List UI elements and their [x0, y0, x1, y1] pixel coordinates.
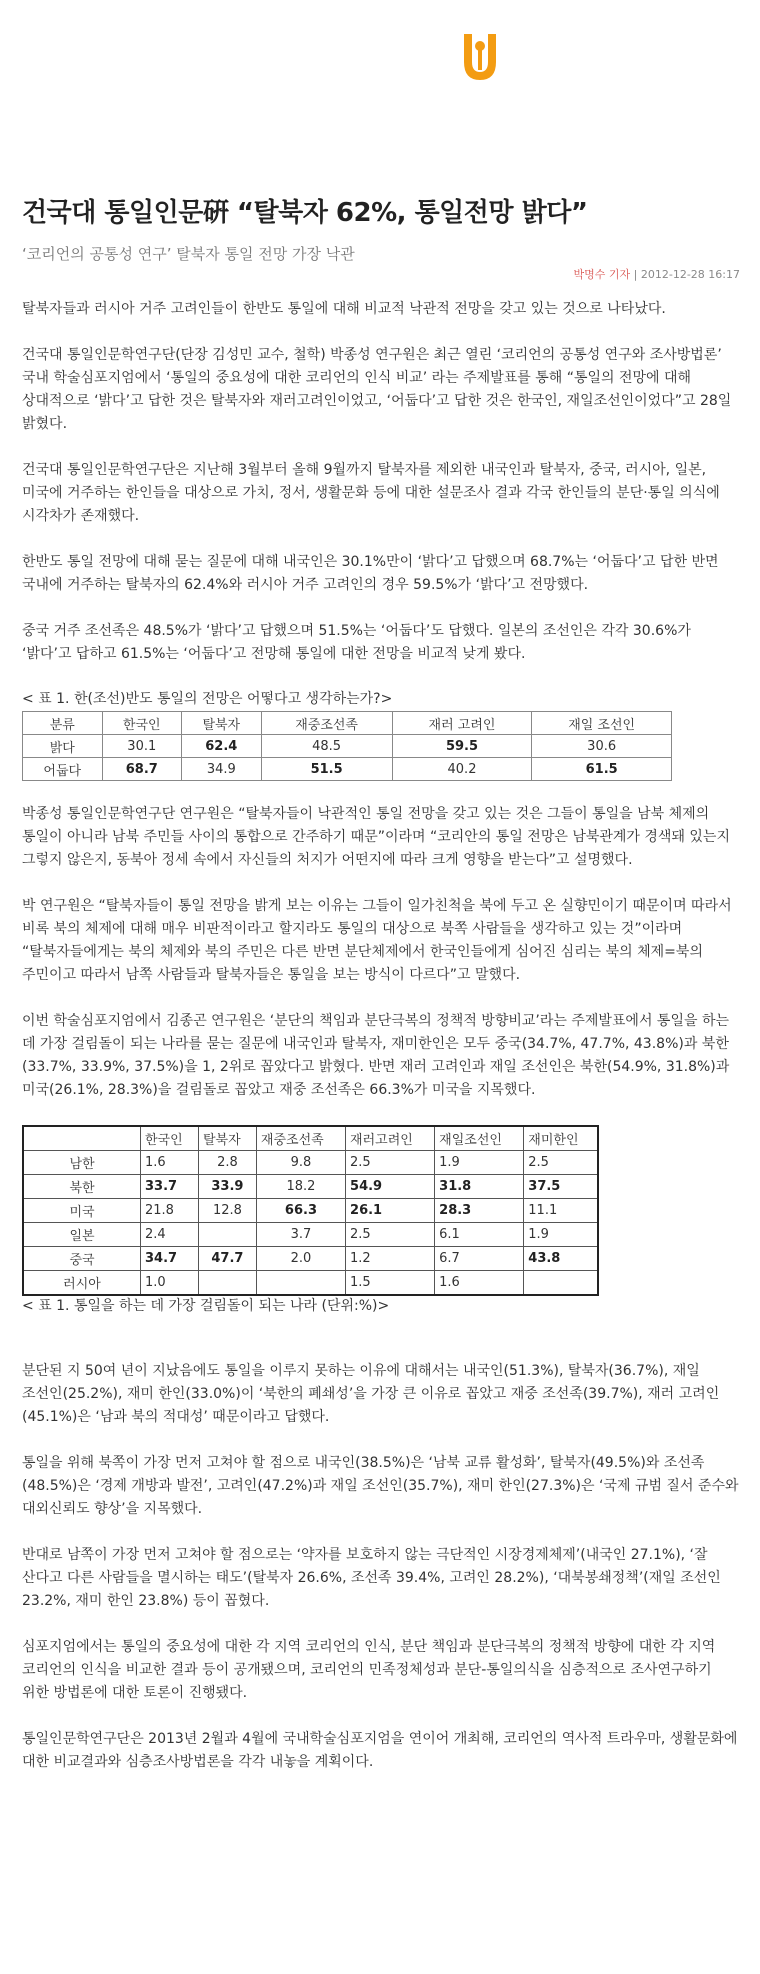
- table-cell: 26.1: [346, 1199, 435, 1223]
- paragraph: 박 연구원은 “탈북자들이 통일 전망을 밝게 보는 이유는 그들이 일가친척을 북에 두고 온 실향민이기 때문이며 따라서 비록 북의 체제에 대해 매우 비판적이라고 할지라도 통일의 대상으로 북쪽 사람들을 생각하고 있는 것”이라며 “탈북자들에게는 북의 체제와 북의 주민은 다른 반면 분단체제에서 한국인들에게 심어진 심리는 북의 체제=북의 주민이고 따라서 남쪽 사람들과 탈북자들은 통일을 보는 방식이 다르다”고 말했다.: [22, 898, 732, 983]
- table-cell: 3.7: [256, 1223, 345, 1247]
- logo-u-icon: [458, 28, 618, 88]
- table-cell: [198, 1271, 256, 1296]
- table-cell: 33.7: [141, 1175, 199, 1199]
- paragraph: 반대로 남쪽이 가장 먼저 고쳐야 할 점으로는 ‘약자를 보호하지 않는 극단적인 시장경제체제’(내국인 27.1%), ‘잘 산다고 다른 사람들을 멸시하는 태도’(탈북자 26.6%, 조선족 39.4%, 고려인 28.2%), ‘대북봉쇄정책’(재일 조선인 23.2%, 재미 한인 23.8%) 등이 꼽혔다.: [22, 1547, 721, 1609]
- table-cell: 54.9: [346, 1175, 435, 1199]
- article-subtitle: ‘코리언의 공통성 연구’ 탈북자 통일 전망 가장 낙관: [22, 245, 355, 263]
- table1-caption: < 표 1. 한(조선)반도 통일의 전망은 어떻다고 생각하는가?>: [22, 691, 393, 707]
- paragraph: 통일을 위해 북쪽이 가장 먼저 고쳐야 할 점으로 내국인(38.5%)은 ‘남북 교류 활성화’, 탈북자(49.5%)와 조선족(48.5%)은 ‘경제 개방과 발전’, 고려인(47.2%)과 재일 조선인(35.7%), 재미 한인(27.3%)은 ‘국제 규범 질서 준수와 대외신뢰도 향상’을 지목했다.: [22, 1455, 739, 1517]
- table-cell: 1.0: [141, 1271, 199, 1296]
- table-row: [23, 758, 672, 781]
- table-row-label: 어둡다: [23, 758, 103, 781]
- paragraph: 건국대 통일인문학연구단은 지난해 3월부터 올해 9월까지 탈북자를 제외한 내국인과 탈북자, 중국, 러시아, 일본, 미국에 거주하는 한인들을 대상으로 가치, 정서, 생활문화 등에 대한 설문조사 결과 각국 한인들의 분단·통일 의식에 시각차가 존재했다.: [22, 462, 720, 524]
- table-cell: 66.3: [256, 1199, 345, 1223]
- table2-caption: < 표 1. 통일을 하는 데 가장 걸림돌이 되는 나라 (단위:%)>: [22, 1298, 390, 1314]
- table-cell: 68.7: [102, 758, 182, 781]
- paragraph: 분단된 지 50여 년이 지났음에도 통일을 이루지 못하는 이유에 대해서는 내국인(51.3%), 탈북자(36.7%), 재일 조선인(25.2%), 재미 한인(33.0%)이 ‘북한의 폐쇄성’을 가장 큰 이유로 꼽았고 재중 조선족(39.7%), 재러 고려인(45.1%)은 ‘남과 북의 적대성’ 때문이라고 답했다.: [22, 1363, 720, 1425]
- table-cell: 51.5: [261, 758, 392, 781]
- table-cell: 2.5: [346, 1151, 435, 1175]
- article-title: 건국대 통일인문硏 “탈북자 62%, 통일전망 밝다”: [22, 198, 588, 228]
- table-cell: 1.2: [346, 1247, 435, 1271]
- table-row: [23, 1223, 598, 1247]
- article-byline: [574, 266, 740, 282]
- table-header-cell: [23, 1126, 141, 1151]
- table-cell: 2.8: [198, 1151, 256, 1175]
- table-cell: 6.7: [435, 1247, 524, 1271]
- table-row: [23, 1271, 598, 1296]
- paragraph: 이번 학술심포지엄에서 김종곤 연구원은 ‘분단의 책임과 분단극복의 정책적 방향비교’라는 주제발표에서 통일을 하는 데 가장 걸림돌이 되는 나라를 묻는 질문에 내국인과 탈북자, 재미한인은 모두 중국(34.7%, 47.7%, 43.8%)과 북한(33.7%, 33.9%, 37.5%)을 1, 2위로 꼽았다고 밝혔다. 반면 재러 고려인과 재일 조선인은 북한(54.9%, 31.8%)과 미국(26.1%, 28.3%)을 걸림돌로 꼽았고 재중 조선족은 66.3%가 미국을 지목했다.: [22, 1013, 730, 1098]
- table-header-cell: 한국인: [141, 1126, 199, 1151]
- table-cell: 1.9: [435, 1151, 524, 1175]
- obstacle-country-table: [22, 1125, 599, 1296]
- table-row-label: 미국: [23, 1199, 141, 1223]
- paragraph: 박종성 통일인문학연구단 연구원은 “탈북자들이 낙관적인 통일 전망을 갖고 있는 것은 그들이 통일을 남북 체제의 통일이 아니라 남북 주민들 사이의 통합으로 간주하기 때문”이라며 “코리안의 통일 전망은 남북관계가 경색돼 있는지 그렇지 않은지, 동북아 정세 속에서 자신들의 처지가 어떤지에 따라 크게 영향을 받는다”고 설명했다.: [22, 806, 730, 868]
- table-cell: 31.8: [435, 1175, 524, 1199]
- byline-separator: |: [633, 268, 641, 281]
- table-cell: 48.5: [261, 735, 392, 758]
- table-cell: 11.1: [524, 1199, 598, 1223]
- paragraph: 통일인문학연구단은 2013년 2월과 4월에 국내학술심포지엄을 연이어 개최해, 코리언의 역사적 트라우마, 생활문화에 대한 비교결과와 심층조사방법론을 각각 내놓을 계획이다.: [22, 1731, 738, 1770]
- table-cell: 34.9: [182, 758, 262, 781]
- unification-outlook-table: [22, 711, 672, 781]
- table-header-cell: 재일 조선인: [532, 712, 672, 735]
- table-cell: 59.5: [392, 735, 532, 758]
- table-cell: 1.5: [346, 1271, 435, 1296]
- table-cell: 30.1: [102, 735, 182, 758]
- table-row-label: 러시아: [23, 1271, 141, 1296]
- table-cell: 61.5: [532, 758, 672, 781]
- table-cell: 12.8: [198, 1199, 256, 1223]
- table-cell: 37.5: [524, 1175, 598, 1199]
- table-row-label: 북한: [23, 1175, 141, 1199]
- table-row-label: 밝다: [23, 735, 103, 758]
- table-header-cell: 재미한인: [524, 1126, 598, 1151]
- paragraph: 심포지엄에서는 통일의 중요성에 대한 각 지역 코리언의 인식, 분단 책임과 분단극복의 정책적 방향에 대한 각 지역 코리언의 인식을 비교한 결과 등이 공개됐으며, 코리언의 민족정체성과 분단-통일의식을 심층적으로 조사연구하기 위한 방법론에 대한 토론이 진행됐다.: [22, 1639, 716, 1701]
- table-header-cell: 재러 고려인: [392, 712, 532, 735]
- table-header-cell: 재중조선족: [261, 712, 392, 735]
- table-cell: 34.7: [141, 1247, 199, 1271]
- table-row-label: 중국: [23, 1247, 141, 1271]
- article-date: 2012-12-28 16:17: [640, 268, 740, 281]
- table-cell: [198, 1223, 256, 1247]
- table-header-cell: 탈북자: [198, 1126, 256, 1151]
- paragraph: 중국 거주 조선족은 48.5%가 ‘밝다’고 답했으며 51.5%는 ‘어둡다’도 답했다. 일본의 조선인은 각각 30.6%가 ‘밝다’고 답하고 61.5%는 ‘어둡다’고 전망해 통일에 대한 전망을 비교적 낮게 봤다.: [22, 623, 691, 662]
- table-cell: 28.3: [435, 1199, 524, 1223]
- table-cell: 1.9: [524, 1223, 598, 1247]
- table-header-cell: 재일조선인: [435, 1126, 524, 1151]
- table-cell: 21.8: [141, 1199, 199, 1223]
- article-body: [22, 298, 740, 1797]
- table-cell: 1.6: [141, 1151, 199, 1175]
- table-cell: 62.4: [182, 735, 262, 758]
- table-cell: 18.2: [256, 1175, 345, 1199]
- table-cell: 9.8: [256, 1151, 345, 1175]
- table-cell: 6.1: [435, 1223, 524, 1247]
- table-cell: [256, 1271, 345, 1296]
- table-cell: [524, 1271, 598, 1296]
- paragraph: 건국대 통일인문학연구단(단장 김성민 교수, 철학) 박종성 연구원은 최근 열린 ‘코리언의 공통성 연구와 조사방법론’ 국내 학술심포지엄에서 ‘통일의 중요성에 대한 코리언의 인식 비교’ 라는 주제발표를 통해 “통일의 전망에 대해 상대적으로 ‘밝다’고 답한 것은 탈북자와 재러고려인이었고, ‘어둡다’고 답한 것은 한국인, 재일조선인이었다”고 28일 밝혔다.: [22, 347, 732, 432]
- table-cell: 2.5: [524, 1151, 598, 1175]
- table-header-row: [23, 712, 672, 735]
- table-cell: 30.6: [532, 735, 672, 758]
- table-row: [23, 735, 672, 758]
- table-row-label: 남한: [23, 1151, 141, 1175]
- table-header-cell: 재중조선족: [256, 1126, 345, 1151]
- table-cell: 2.5: [346, 1223, 435, 1247]
- table-header-cell: 탈북자: [182, 712, 262, 735]
- table-header-cell: 분류: [23, 712, 103, 735]
- site-logo[interactable]: [458, 28, 618, 88]
- table-row-label: 일본: [23, 1223, 141, 1247]
- table-header-cell: 재러고려인: [346, 1126, 435, 1151]
- table-cell: 2.0: [256, 1247, 345, 1271]
- table-row: [23, 1175, 598, 1199]
- table-cell: 47.7: [198, 1247, 256, 1271]
- table-cell: 2.4: [141, 1223, 199, 1247]
- table-cell: 33.9: [198, 1175, 256, 1199]
- table-cell: 43.8: [524, 1247, 598, 1271]
- paragraph: 탈북자들과 러시아 거주 고려인들이 한반도 통일에 대해 비교적 낙관적 전망을 갖고 있는 것으로 나타났다.: [22, 301, 666, 317]
- article-author[interactable]: 박명수 기자: [573, 268, 631, 281]
- table-row: [23, 1247, 598, 1271]
- table-cell: 1.6: [435, 1271, 524, 1296]
- table-header-cell: 한국인: [102, 712, 182, 735]
- table-row: [23, 1199, 598, 1223]
- table-header-row: [23, 1126, 598, 1151]
- table-row: [23, 1151, 598, 1175]
- paragraph: 한반도 통일 전망에 대해 묻는 질문에 대해 내국인은 30.1%만이 ‘밝다’고 답했으며 68.7%는 ‘어둡다’고 답한 반면 국내에 거주하는 탈북자의 62.4%와 러시아 거주 고려인의 경우 59.5%가 ‘밝다’고 전망했다.: [22, 554, 719, 593]
- table-cell: 40.2: [392, 758, 532, 781]
